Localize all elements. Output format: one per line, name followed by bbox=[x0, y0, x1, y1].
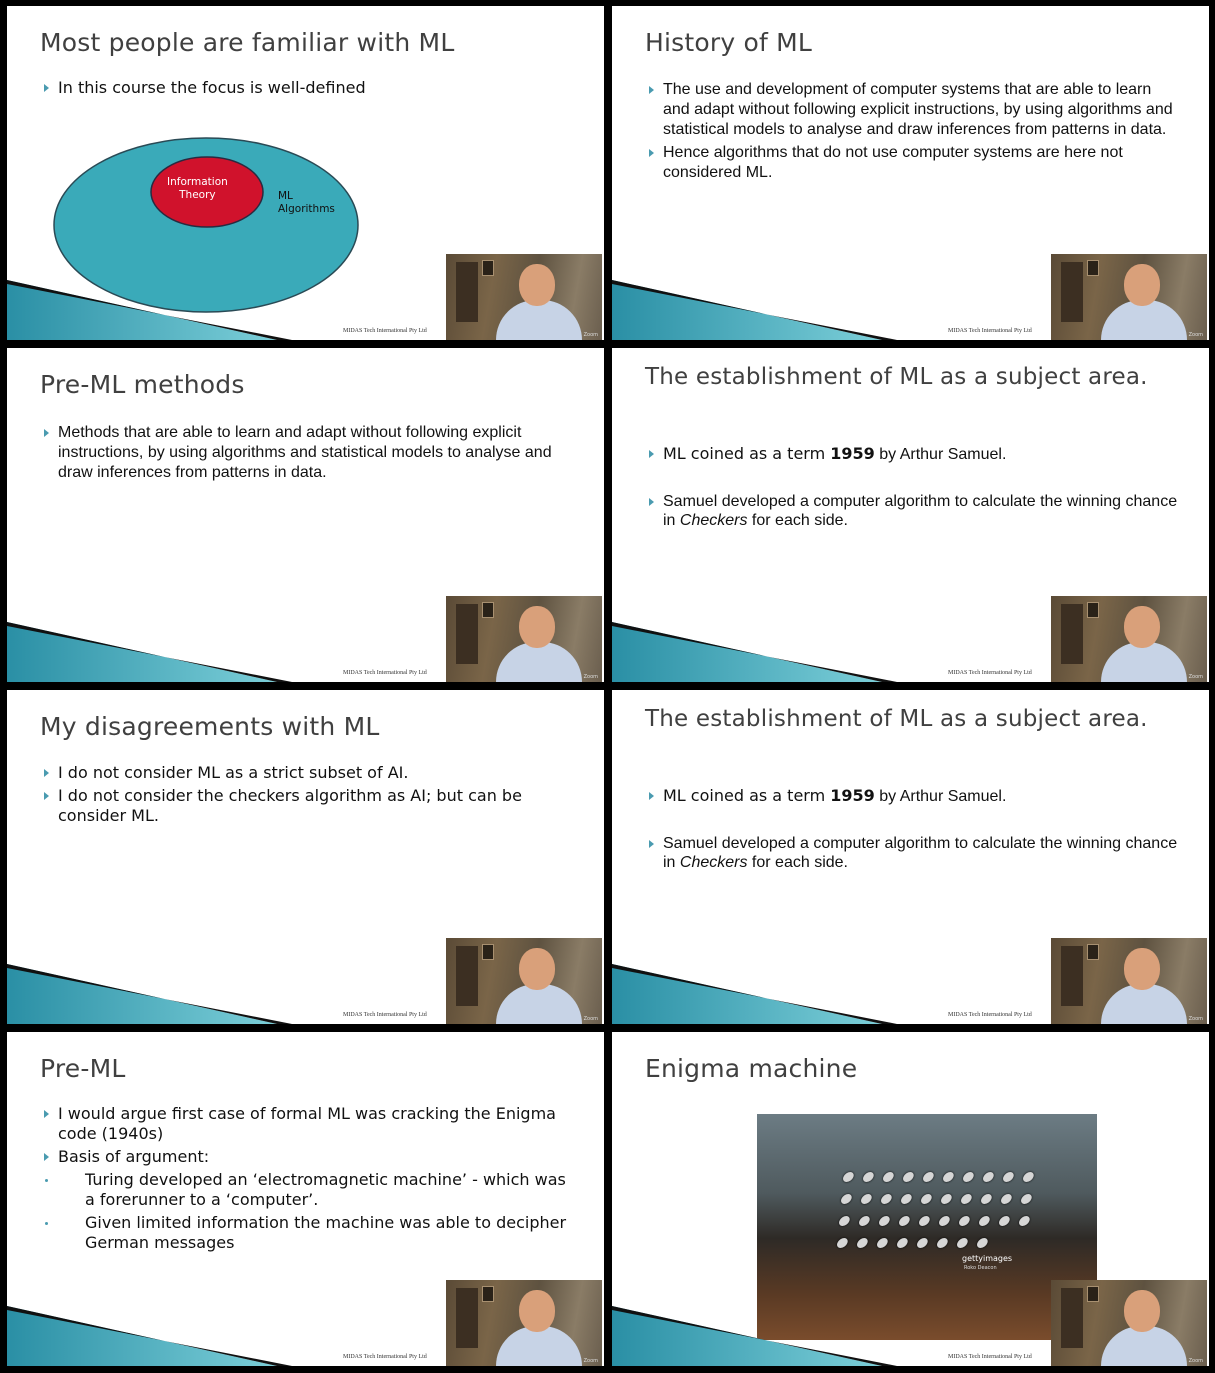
enigma-key bbox=[1018, 1216, 1032, 1226]
enigma-key bbox=[978, 1216, 992, 1226]
footer: MIDAS Tech International Pty Ltd bbox=[343, 670, 427, 676]
bullet-text: for each side. bbox=[747, 854, 848, 871]
webcam-watermark: Zoom bbox=[583, 1016, 598, 1022]
webcam-feed bbox=[1051, 1280, 1207, 1366]
enigma-key bbox=[918, 1216, 932, 1226]
enigma-key bbox=[902, 1172, 916, 1182]
footer: MIDAS Tech International Pty Ltd bbox=[948, 1354, 1032, 1360]
slide-8[interactable] bbox=[612, 1032, 1209, 1366]
footer: MIDAS Tech International Pty Ltd bbox=[948, 1012, 1032, 1018]
enigma-key bbox=[880, 1194, 894, 1204]
bullet-text: Samuel developed a computer algorithm to calculate the winning chance in bbox=[663, 493, 1178, 529]
bullet-text: by Arthur Samuel. bbox=[874, 788, 1007, 805]
bullet bbox=[649, 786, 1181, 807]
venn-outer-label bbox=[278, 190, 335, 216]
footer: MIDAS Tech International Pty Ltd bbox=[343, 1354, 427, 1360]
venn-outer-line-2: Algorithms bbox=[278, 203, 335, 215]
bullet: Methods that are able to learn and adapt without following explicit instructions, by using algorithms and statistical models to analyse and draw inferences from patterns in data. bbox=[44, 423, 576, 483]
bullet: I would argue first case of formal ML was cracking the Enigma code (1940s) bbox=[44, 1104, 576, 1144]
enigma-key bbox=[920, 1194, 934, 1204]
enigma-key bbox=[1022, 1172, 1036, 1182]
slide-title: The establishment of ML as a subject area. bbox=[645, 706, 1148, 732]
enigma-key bbox=[998, 1216, 1012, 1226]
enigma-key bbox=[882, 1172, 896, 1182]
enigma-key bbox=[878, 1216, 892, 1226]
enigma-key bbox=[862, 1172, 876, 1182]
enigma-key bbox=[900, 1194, 914, 1204]
bullet-italic: Checkers bbox=[679, 512, 748, 529]
slide-title: Pre-ML bbox=[40, 1054, 126, 1083]
bullet-text: ML coined as a term bbox=[663, 786, 831, 805]
enigma-key bbox=[1002, 1172, 1016, 1182]
slide-title: The establishment of ML as a subject area. bbox=[645, 364, 1148, 390]
slide-6[interactable] bbox=[612, 690, 1209, 1024]
image-credit: gettyimages bbox=[962, 1254, 1013, 1263]
slide-title: Most people are familiar with ML bbox=[40, 28, 455, 57]
enigma-key bbox=[856, 1238, 870, 1248]
enigma-key bbox=[960, 1194, 974, 1204]
slide-title: Enigma machine bbox=[645, 1054, 858, 1083]
enigma-key bbox=[962, 1172, 976, 1182]
slide-7[interactable] bbox=[7, 1032, 604, 1366]
enigma-key bbox=[938, 1216, 952, 1226]
enigma-key bbox=[898, 1216, 912, 1226]
sub-bullet: Given limited information the machine was able to decipher German messages bbox=[44, 1213, 576, 1253]
bullet-text: ML coined as a term bbox=[663, 444, 831, 463]
venn-inner-line-1: Information bbox=[167, 176, 228, 188]
venn-inner-line-2: Theory bbox=[179, 189, 216, 201]
bullet bbox=[649, 492, 1181, 530]
webcam-watermark: Zoom bbox=[1188, 674, 1203, 680]
bullet-bold: 1959 bbox=[830, 786, 875, 805]
enigma-key bbox=[982, 1172, 996, 1182]
webcam-feed bbox=[1051, 254, 1207, 340]
enigma-key bbox=[940, 1194, 954, 1204]
slide-2[interactable] bbox=[612, 6, 1209, 340]
bullet-text: by Arthur Samuel. bbox=[874, 446, 1007, 463]
enigma-key bbox=[958, 1216, 972, 1226]
bullet: The use and development of computer systems that are able to learn and adapt without following explicit instructions, by using algorithms and statistical models to analyse and draw inferences from patterns in data. bbox=[649, 80, 1181, 140]
slide-5[interactable] bbox=[7, 690, 604, 1024]
enigma-key bbox=[956, 1238, 970, 1248]
footer: MIDAS Tech International Pty Ltd bbox=[343, 1012, 427, 1018]
webcam-feed bbox=[446, 596, 602, 682]
slide-3[interactable] bbox=[7, 348, 604, 682]
webcam-feed bbox=[446, 254, 602, 340]
enigma-key bbox=[936, 1238, 950, 1248]
enigma-key bbox=[840, 1194, 854, 1204]
enigma-key bbox=[896, 1238, 910, 1248]
bullet: In this course the focus is well-defined bbox=[44, 78, 576, 98]
webcam-feed bbox=[446, 938, 602, 1024]
webcam-feed bbox=[1051, 596, 1207, 682]
sub-bullet: Turing developed an ‘electromagnetic machine’ - which was a forerunner to a ‘computer’. bbox=[44, 1170, 576, 1210]
webcam-feed bbox=[1051, 938, 1207, 1024]
image-credit-sub: Roko Deacon bbox=[964, 1265, 997, 1271]
bullet-italic: Checkers bbox=[679, 854, 748, 871]
enigma-key bbox=[1020, 1194, 1034, 1204]
venn-inner-label bbox=[167, 176, 228, 202]
webcam-watermark: Zoom bbox=[1188, 332, 1203, 338]
enigma-key bbox=[842, 1172, 856, 1182]
enigma-key bbox=[838, 1216, 852, 1226]
webcam-watermark: Zoom bbox=[583, 1358, 598, 1364]
slide-4[interactable] bbox=[612, 348, 1209, 682]
footer: MIDAS Tech International Pty Ltd bbox=[948, 328, 1032, 334]
enigma-key bbox=[980, 1194, 994, 1204]
slide-title: My disagreements with ML bbox=[40, 712, 380, 741]
bullet: Basis of argument: bbox=[44, 1147, 576, 1167]
enigma-key bbox=[942, 1172, 956, 1182]
venn-outer-line-1: ML bbox=[278, 190, 293, 202]
bullet-bold: 1959 bbox=[830, 444, 875, 463]
bullet-text: for each side. bbox=[747, 512, 848, 529]
bullet-text: Samuel developed a computer algorithm to calculate the winning chance in bbox=[663, 835, 1178, 871]
bullet: I do not consider the checkers algorithm as AI; but can be consider ML. bbox=[44, 786, 576, 826]
bullet bbox=[649, 834, 1181, 872]
slide-1[interactable] bbox=[7, 6, 604, 340]
webcam-watermark: Zoom bbox=[583, 332, 598, 338]
enigma-key bbox=[916, 1238, 930, 1248]
webcam-feed bbox=[446, 1280, 602, 1366]
slide-title: Pre-ML methods bbox=[40, 370, 245, 399]
enigma-key bbox=[860, 1194, 874, 1204]
slide-title: History of ML bbox=[645, 28, 813, 57]
footer: MIDAS Tech International Pty Ltd bbox=[948, 670, 1032, 676]
enigma-key bbox=[976, 1238, 990, 1248]
bullet bbox=[649, 444, 1181, 465]
footer: MIDAS Tech International Pty Ltd bbox=[343, 328, 427, 334]
bullet: I do not consider ML as a strict subset of AI. bbox=[44, 763, 576, 783]
enigma-key bbox=[922, 1172, 936, 1182]
enigma-keyboard bbox=[809, 1172, 1065, 1272]
enigma-key bbox=[858, 1216, 872, 1226]
webcam-watermark: Zoom bbox=[1188, 1358, 1203, 1364]
bullet: Hence algorithms that do not use computer systems are here not considered ML. bbox=[649, 143, 1181, 183]
enigma-key bbox=[876, 1238, 890, 1248]
enigma-key bbox=[1000, 1194, 1014, 1204]
webcam-watermark: Zoom bbox=[583, 674, 598, 680]
enigma-key bbox=[836, 1238, 850, 1248]
webcam-watermark: Zoom bbox=[1188, 1016, 1203, 1022]
